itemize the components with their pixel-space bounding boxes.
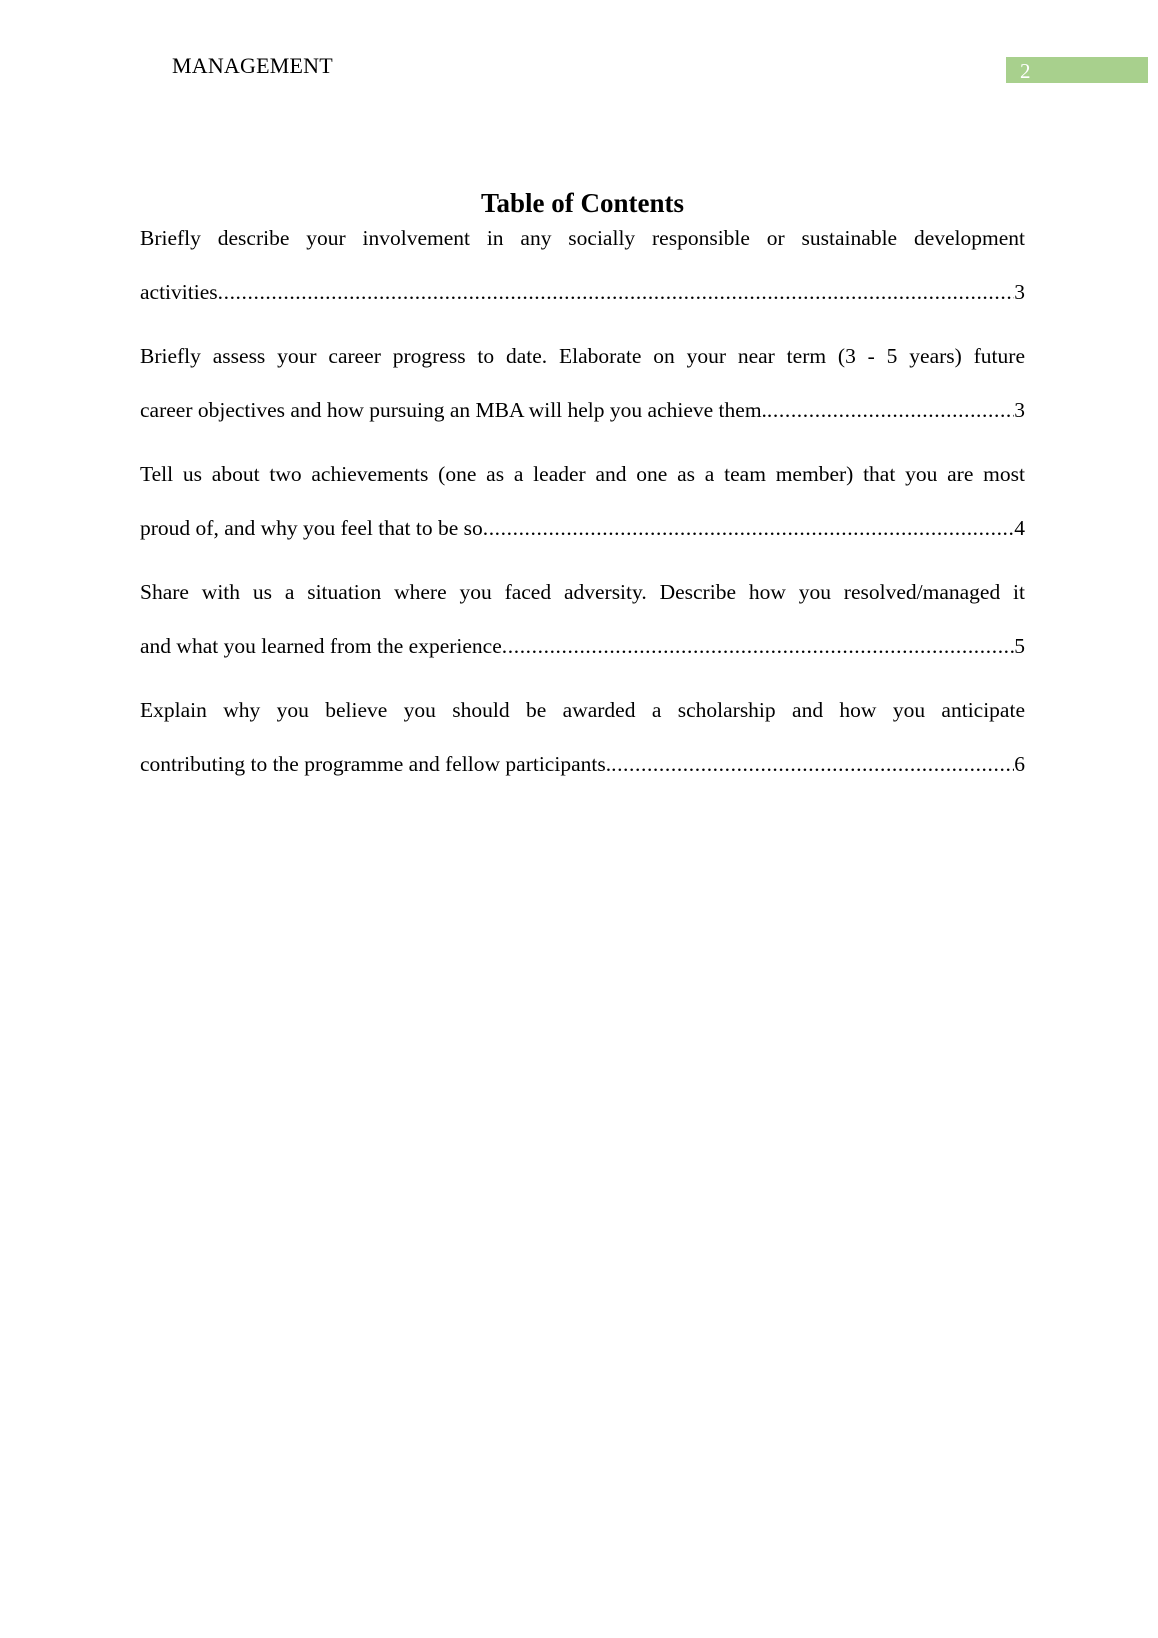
toc-entry-title-end: activities — [140, 280, 218, 304]
toc-entry-title-line1: Tell us about two achievements (one as a leader and one as a team member) that you are most — [140, 462, 1025, 486]
toc-entry-title-line1: Share with us a situation where you faced adversity. Describe how you resolved/managed it — [140, 580, 1025, 604]
toc-entry[interactable] — [140, 216, 1025, 324]
toc-list — [140, 216, 1025, 806]
toc-dot-leader — [218, 270, 1015, 314]
toc-entry-title-line1: Briefly assess your career progress to date. Elaborate on your near term (3 - 5 years) future — [140, 344, 1025, 368]
toc-entry[interactable] — [140, 570, 1025, 678]
toc-entry-page-number: 3 — [1014, 280, 1025, 304]
toc-entry-title-line2 — [140, 388, 1025, 432]
toc-entry-title-line2 — [140, 270, 1025, 314]
toc-entry[interactable] — [140, 334, 1025, 442]
toc-dot-leader — [502, 624, 1014, 668]
toc-entry-title-end: and what you learned from the experience — [140, 634, 502, 658]
toc-heading: Table of Contents — [480, 188, 685, 218]
toc-entry-title-line1: Briefly describe your involvement in any socially responsible or sustainable development — [140, 226, 1025, 250]
toc-dot-leader — [611, 742, 1014, 786]
toc-entry-page-number: 6 — [1014, 752, 1025, 776]
toc-entry-title-end: contributing to the programme and fellow participants. — [140, 752, 612, 776]
toc-entry-page-number: 3 — [1014, 398, 1025, 422]
toc-dot-leader — [767, 388, 1014, 432]
toc-entry-page-number: 4 — [1014, 516, 1025, 540]
toc-dot-leader — [483, 506, 1015, 550]
toc-entry[interactable] — [140, 452, 1025, 560]
page-number-box — [1006, 57, 1148, 83]
running-header-title: MANAGEMENT — [172, 53, 333, 78]
toc-entry-title-end: career objectives and how pursuing an MBA will help you achieve them. — [140, 398, 767, 422]
page-number: 2 — [1020, 59, 1031, 83]
toc-entry-title-line1: Explain why you believe you should be awarded a scholarship and how you anticipate — [140, 698, 1025, 722]
toc-entry-title-line2 — [140, 624, 1025, 668]
toc-entry-title-line2 — [140, 742, 1025, 786]
toc-entry[interactable] — [140, 688, 1025, 796]
toc-entry-page-number: 5 — [1014, 634, 1025, 658]
toc-entry-title-end: proud of, and why you feel that to be so — [140, 516, 483, 540]
toc-entry-title-line2 — [140, 506, 1025, 550]
